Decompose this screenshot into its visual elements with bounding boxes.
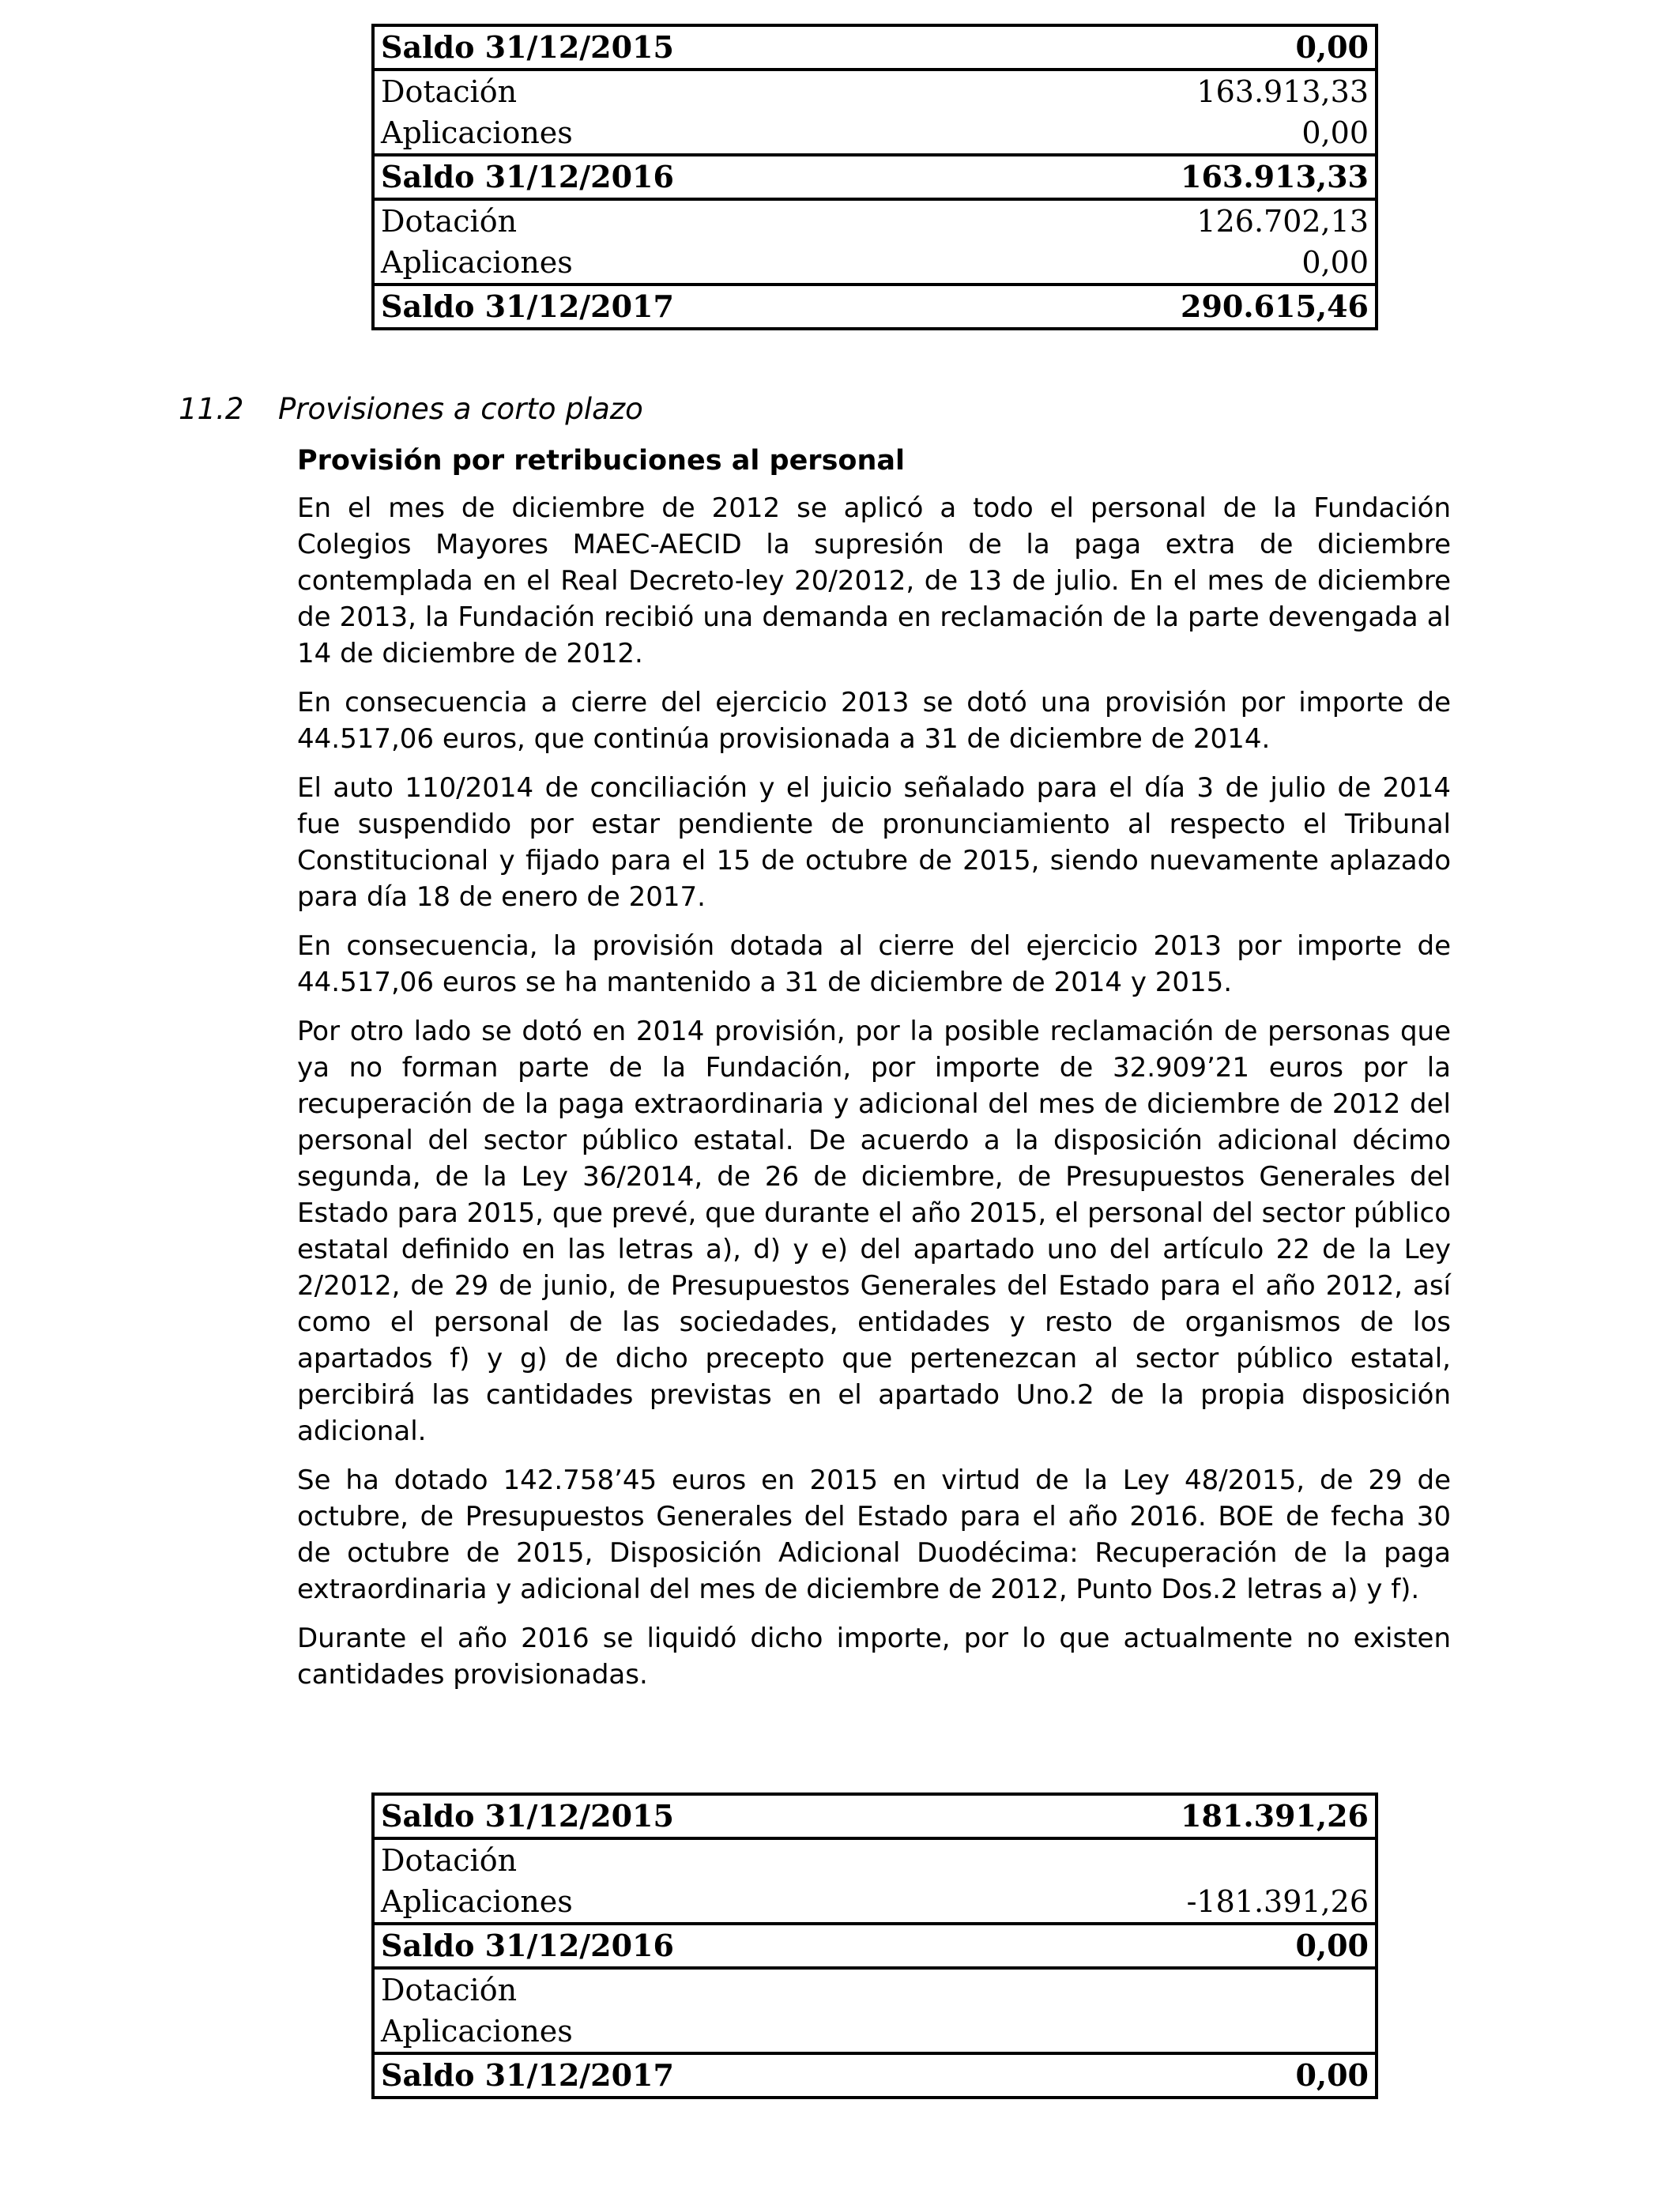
row-value: 0,00 (1301, 115, 1369, 150)
paragraph: Se ha dotado 142.758’45 euros en 2015 en virtud de la Ley 48/2015, de 29 de octubre, de Presupuestos Generales del Estado para el año 2016. BOE de fecha 30 de octubre de 2015, Disposición Adicional Duodécima: Recuperación de la paga extraordinaria y adicional del mes de diciembre de 2012, Punto Dos.2 letras a) y f). (297, 1465, 1451, 1605)
table-row (373, 1881, 1377, 1924)
table-row (373, 242, 1377, 285)
row-label: Aplicaciones (381, 245, 573, 280)
row-value: 0,00 (1301, 245, 1369, 280)
row-label: Saldo 31/12/2016 (373, 155, 978, 199)
row-value: 163.913,33 (978, 155, 1377, 199)
row-value: 0,00 (978, 1924, 1377, 1968)
row-label: Dotación (373, 1968, 978, 2011)
paragraph: Por otro lado se dotó en 2014 provisión, por la posible reclamación de personas que ya no forman parte de la Fundación, por importe de 32.909’21 euros por la recuperación de la paga extraordinaria y adicional del mes de diciembre de 2012 del personal del sector público estatal. De acuerdo a la disposición adicional décimo segunda, de la Ley 36/2014, de 26 de diciembre, de Presupuestos Generales del Estado para 2015, que prevé, que durante el año 2015, el personal del sector público estatal definido en las letras a), d) y e) del apartado uno del artículo 22 de la Ley 2/2012, de 29 de junio, de Presupuestos Generales del Estado para el año 2012, así como el personal de las sociedades, entidades y resto de organismos de los apartados f) y g) de dicho precepto que pertenezcan al sector público estatal, percibirá las cantidades previstas en el apartado Uno.2 de la propia disposición adicional. (297, 1016, 1451, 1447)
paragraph: El auto 110/2014 de conciliación y el juicio señalado para el día 3 de julio de 2014 fue suspendido por estar pendiente de pronunciamiento al respecto el Tribunal Constitucional y fijado para el 15 de octubre de 2015, siendo nuevamente aplazado para día 18 de enero de 2017. (297, 772, 1451, 913)
row-value: 290.615,46 (978, 285, 1377, 329)
paragraph: En consecuencia a cierre del ejercicio 2013 se dotó una provisión por importe de 44.517,06 euros, que continúa provisionada a 31 de diciembre de 2014. (297, 687, 1451, 755)
table-row (373, 25, 1377, 70)
row-label: Saldo 31/12/2015 (381, 29, 674, 65)
table-row (373, 199, 1377, 242)
row-value: 0,00 (978, 2053, 1377, 2098)
table-row (373, 2053, 1377, 2098)
section-title: Provisiones a corto plazo (278, 392, 643, 426)
row-value (978, 1968, 1377, 2011)
table-row (373, 155, 1377, 199)
row-value: 181.391,26 (1181, 1798, 1369, 1834)
row-label: Dotación (373, 70, 978, 112)
row-label: Saldo 31/12/2017 (373, 285, 978, 329)
table-row (373, 112, 1377, 155)
paragraph: En consecuencia, la provisión dotada al cierre del ejercicio 2013 por importe de 44.517,06 euros se ha mantenido a 31 de diciembre de 2014 y 2015. (297, 930, 1451, 998)
paragraph: Durante el año 2016 se liquidó dicho importe, por lo que actualmente no existen cantidades provisionadas. (297, 1623, 1451, 1691)
row-label: Aplicaciones (381, 1884, 573, 1919)
table-row (373, 1968, 1377, 2011)
provision-balance-table-short-term (371, 1793, 1378, 2099)
row-value: 0,00 (1295, 29, 1369, 65)
provision-balance-table-long-term (371, 24, 1378, 330)
section-heading (179, 392, 643, 426)
paragraph: En el mes de diciembre de 2012 se aplicó a todo el personal de la Fundación Colegios Mayores MAEC-AECID la supresión de la paga extra de diciembre contemplada en el Real Decreto-ley 20/2012, de 13 de julio. En el mes de diciembre de 2013, la Fundación recibió una demanda en reclamación de la parte devengada al 14 de diciembre de 2012. (297, 492, 1451, 669)
row-value (978, 1838, 1377, 1881)
row-label: Dotación (373, 1838, 978, 1881)
section-body (297, 443, 1451, 1706)
row-value (978, 2011, 1377, 2053)
table-row (373, 70, 1377, 112)
row-label: Aplicaciones (381, 115, 573, 150)
row-label: Saldo 31/12/2016 (373, 1924, 978, 1968)
table-row (373, 1794, 1377, 1838)
row-label: Saldo 31/12/2015 (381, 1798, 674, 1834)
row-label: Saldo 31/12/2017 (373, 2053, 978, 2098)
section-number: 11.2 (179, 392, 244, 426)
table-row (373, 1838, 1377, 1881)
table-row (373, 285, 1377, 329)
table-row (373, 1924, 1377, 1968)
row-value: 163.913,33 (978, 70, 1377, 112)
row-label: Aplicaciones (381, 2014, 573, 2049)
row-label: Dotación (373, 199, 978, 242)
table-row (373, 2011, 1377, 2053)
row-value: -181.391,26 (1186, 1884, 1369, 1919)
row-value: 126.702,13 (978, 199, 1377, 242)
subsection-title: Provisión por retribuciones al personal (297, 445, 905, 477)
